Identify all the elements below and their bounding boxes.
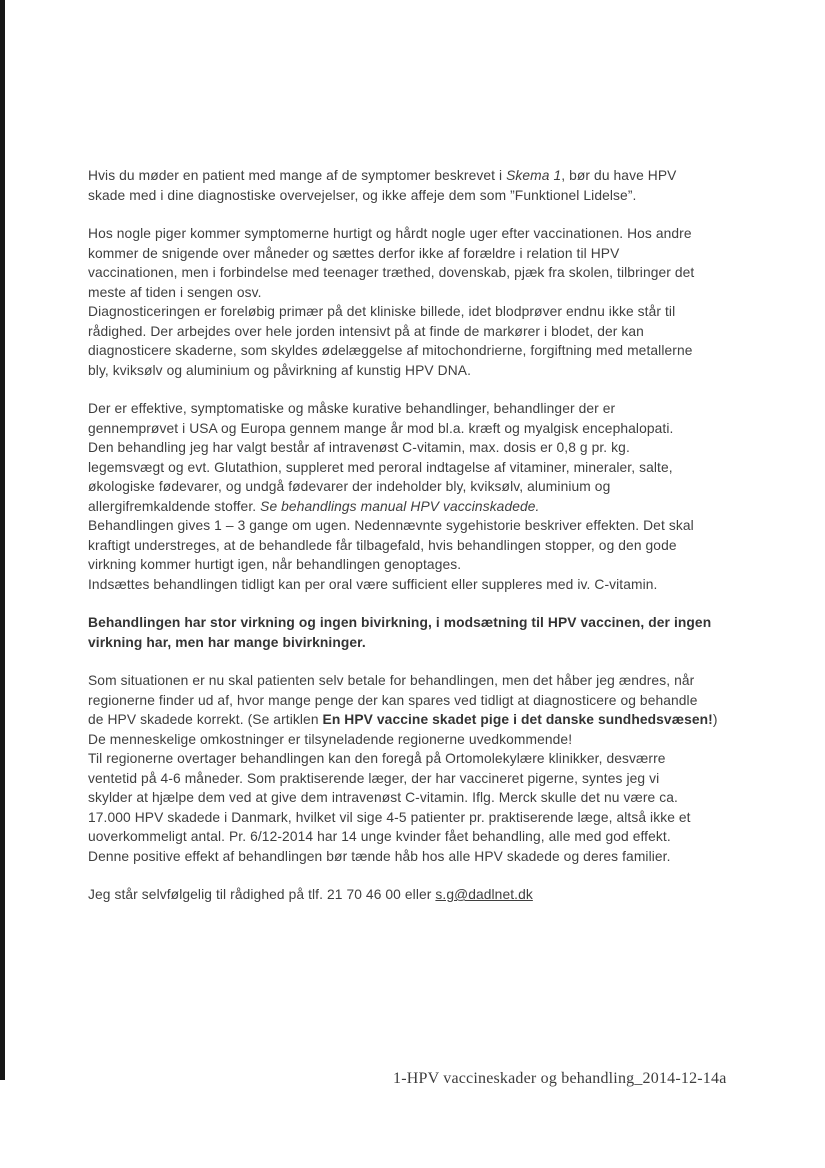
text-line [88,691,760,711]
paragraph-bold-statement [88,613,760,652]
text-line [88,283,760,303]
scan-edge-artifact [0,0,5,1080]
text-segment: Til regionerne overtager behandlingen kan den foregå på Ortomolekylære klinikker, desværre [88,751,666,766]
text-segment: kommer de snigende over måneder og sættes derfor ikke af forældre i relation til HPV [88,245,620,261]
text-segment: Som situationen er nu skal patienten selv betale for behandlingen, men det håber jeg ændres, når [88,673,695,688]
text-segment: bly, kviksølv og aluminium og påvirkning af kunstig HPV DNA. [88,362,472,378]
text-line [88,186,760,206]
text-segment: ) [712,712,718,727]
text-segment: 17.000 HPV skadede i Danmark, hvilket vil sige 4-5 patienter pr. praktiserende læge, altså ikke et [88,809,691,825]
document-body [88,166,760,924]
text-line [88,749,760,769]
text-segment: Behandlingen har stor virkning og ingen bivirkning, i modsætning til HPV vaccinen, der ingen [88,615,712,630]
text-line [88,361,760,381]
text-segment: uoverkommeligt antal. Pr. 6/12-2014 har 14 unge kvinder fået behandling, alle med god effekt. [88,829,671,844]
text-line [88,710,760,730]
text-segment: Jeg står selvfølgelig til rådighed på tlf. 21 70 46 00 eller [88,887,436,902]
text-segment: de HPV skadede korrekt. (Se artiklen [88,712,323,727]
text-line [88,497,760,517]
text-line [88,302,760,322]
text-line [88,613,760,633]
text-segment: meste af tiden i sengen osv. [88,284,262,300]
text-segment: Hos nogle piger kommer symptomerne hurtigt og hårdt nogle uger efter vaccinationen. Hos andre [88,226,692,241]
text-line [88,769,760,789]
text-segment: Denne positive effekt af behandlingen bør tænde håb hos alle HPV skadede og deres familier. [88,848,671,864]
text-segment: allergifremkaldende stoffer. [88,498,261,514]
text-segment: regionerne finder ud af, hvor mange penge der kan spares ved tidligt at diagnosticere og behandle [88,692,698,708]
text-segment: rådighed. Der arbejdes over hele jorden intensivt på at finde de markører i blodet, der kan [88,323,644,339]
text-line [88,633,760,653]
text-line [88,458,760,478]
text-segment: De menneskelige omkostninger er tilsyneladende regionerne uvedkommende! [88,731,573,747]
paragraph-treatment [88,399,760,594]
text-line [88,322,760,342]
text-segment: Behandlingen gives 1 – 3 gange om ugen. Nedennævnte sygehistorie beskriver effekten. Det skal [88,518,694,533]
text-line [88,671,760,691]
text-segment: Der er effektive, symptomatiske og måske kurative behandlinger, behandlinger der er [88,401,616,416]
text-line [88,730,760,750]
text-segment: kraftigt understreges, at de behandlede får tilbagefald, hvis behandlingen stopper, og den gode [88,537,677,553]
text-segment: virkning kommer hurtigt igen, når behandlingen genoptages. [88,557,462,572]
paragraph-economy-regions [88,671,760,866]
footer-filename: 1-HPV vaccineskader og behandling_2014-12-14a [393,1070,727,1087]
text-line [88,827,760,847]
text-segment: , bør du have HPV [561,168,677,183]
text-segment: økologiske fødevarer, og undgå fødevarer der indeholder bly, kviksølv, aluminium og [88,479,611,494]
text-line [88,808,760,828]
text-segment: Hvis du møder en patient med mange af de symptomer beskrevet i [88,168,507,183]
text-line [88,885,760,905]
text-line [88,847,760,867]
email-link[interactable]: s.g@dadlnet.dk [435,887,533,902]
text-line [88,555,760,575]
text-segment: ventetid på 4-6 måneder. Som praktiserende læger, der har vaccineret pigerne, syntes jeg vi [88,770,660,786]
paragraph-contact [88,885,760,905]
text-segment: skylder at hjælpe dem ved at give dem intravenøst C-vitamin. Iflg. Merck skulle det nu være ca. [88,790,678,805]
text-segment: diagnosticere skaderne, som skyldes ødelæggelse af mitochondrierne, forgiftning med metallerne [88,343,693,358]
text-line [88,438,760,458]
text-line [88,166,760,186]
text-line [88,263,760,283]
text-line [88,419,760,439]
text-segment: Se behandlings manual HPV vaccinskadede. [260,498,540,514]
text-segment: En HPV vaccine skadet pige i det danske sundhedsvæsen! [322,712,713,727]
paragraph-symptoms-diagnosis [88,224,760,380]
text-segment: Diagnosticeringen er foreløbig primær på det kliniske billede, idet blodprøver endnu ikke står til [88,304,676,319]
text-segment: virkning har, men har mange bivirkninger. [88,634,366,650]
text-line [88,788,760,808]
text-segment: Skema 1 [506,168,562,183]
text-segment: skade med i dine diagnostiske overvejelser, og ikke affeje dem som ”Funktionel Lidelse”. [88,187,637,203]
text-line [88,536,760,556]
text-segment: gennemprøvet i USA og Europa gennem mange år mod bl.a. kræft og myalgisk encephalopati. [88,420,674,436]
text-segment: vaccinationen, men i forbindelse med teenager træthed, dovenskab, pjæk fra skolen, tilbringer det [88,265,695,280]
text-line [88,224,760,244]
text-segment: Den behandling jeg har valgt består af intravenøst C-vitamin, max. dosis er 0,8 g pr. kg. [88,440,630,455]
text-line [88,341,760,361]
text-line [88,399,760,419]
text-line [88,477,760,497]
text-segment: legemsvægt og evt. Glutathion, suppleret med peroral indtagelse af vitaminer, mineraler, salte, [88,459,673,475]
text-line [88,575,760,595]
text-segment: Indsættes behandlingen tidligt kan per oral være sufficient eller suppleres med iv. C-vitamin. [88,576,658,592]
text-line [88,244,760,264]
text-line [88,516,760,536]
paragraph-intro [88,166,760,205]
